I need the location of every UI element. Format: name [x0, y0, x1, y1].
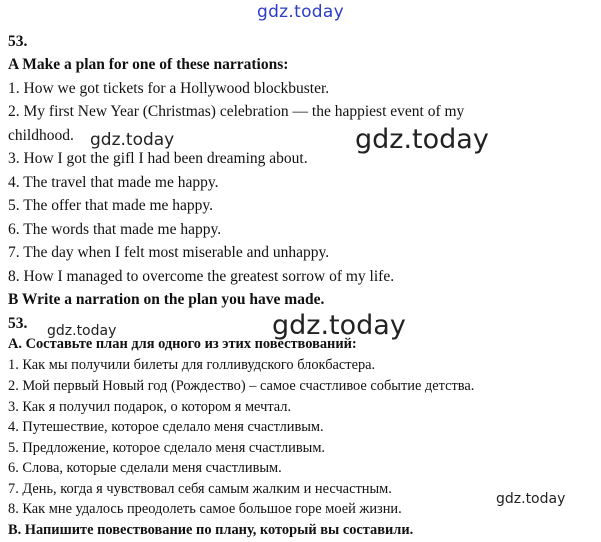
watermark-bottom: gdz.today — [496, 491, 566, 507]
list-item: 2. Мой первый Новый год (Рождество) – самое счастливое событие детства. — [8, 378, 475, 394]
watermark-low-small: gdz.today — [47, 323, 117, 339]
list-item: 4. Путешествие, которое сделало меня счастливым. — [8, 419, 324, 435]
list-item: 7. The day when I felt most miserable and unhappy. — [8, 244, 330, 261]
list-item-continuation: childhood. — [8, 127, 74, 144]
list-item: 1. Как мы получили билеты для голливудского блокбастера. — [8, 357, 376, 373]
watermark-mid-big: gdz.today — [355, 124, 489, 155]
list-item: 3. How I got the gifl I had been dreaming about. — [8, 150, 308, 167]
task-b-heading-ru: В. Напишите повествование по плану, который вы составили. — [8, 522, 414, 538]
watermark-low-big: gdz.today — [272, 310, 406, 341]
watermark-mid-small: gdz.today — [90, 130, 175, 150]
exercise-number-ru: 53. — [8, 315, 28, 332]
list-item: 6. Слова, которые сделали меня счастливым. — [8, 460, 282, 476]
task-a-heading-en: A Make a plan for one of these narrations: — [8, 56, 289, 73]
list-item: 8. Как мне удалось преодолеть самое большое горе моей жизни. — [8, 501, 402, 517]
task-a-heading-ru: А. Составьте план для одного из этих повествований: — [8, 336, 357, 352]
list-item: 6. The words that made me happy. — [8, 221, 222, 238]
list-item: 7. День, когда я чувствовал себя самым жалким и несчастным. — [8, 481, 392, 497]
list-item: 4. The travel that made me happy. — [8, 174, 219, 191]
list-item: 1. How we got tickets for a Hollywood blockbuster. — [8, 80, 330, 97]
watermark-top: gdz.today — [257, 2, 344, 22]
list-item: 5. The offer that made me happy. — [8, 197, 214, 214]
task-b-heading-en: B Write a narration on the plan you have made. — [8, 291, 325, 308]
list-item: 5. Предложение, которое сделало меня счастливым. — [8, 440, 326, 456]
exercise-number-en: 53. — [8, 33, 28, 50]
list-item: 2. My first New Year (Christmas) celebration — the happiest event of my — [8, 103, 465, 120]
list-item: 8. How I managed to overcome the greatest sorrow of my life. — [8, 268, 395, 285]
list-item: 3. Как я получил подарок, о котором я мечтал. — [8, 399, 292, 415]
